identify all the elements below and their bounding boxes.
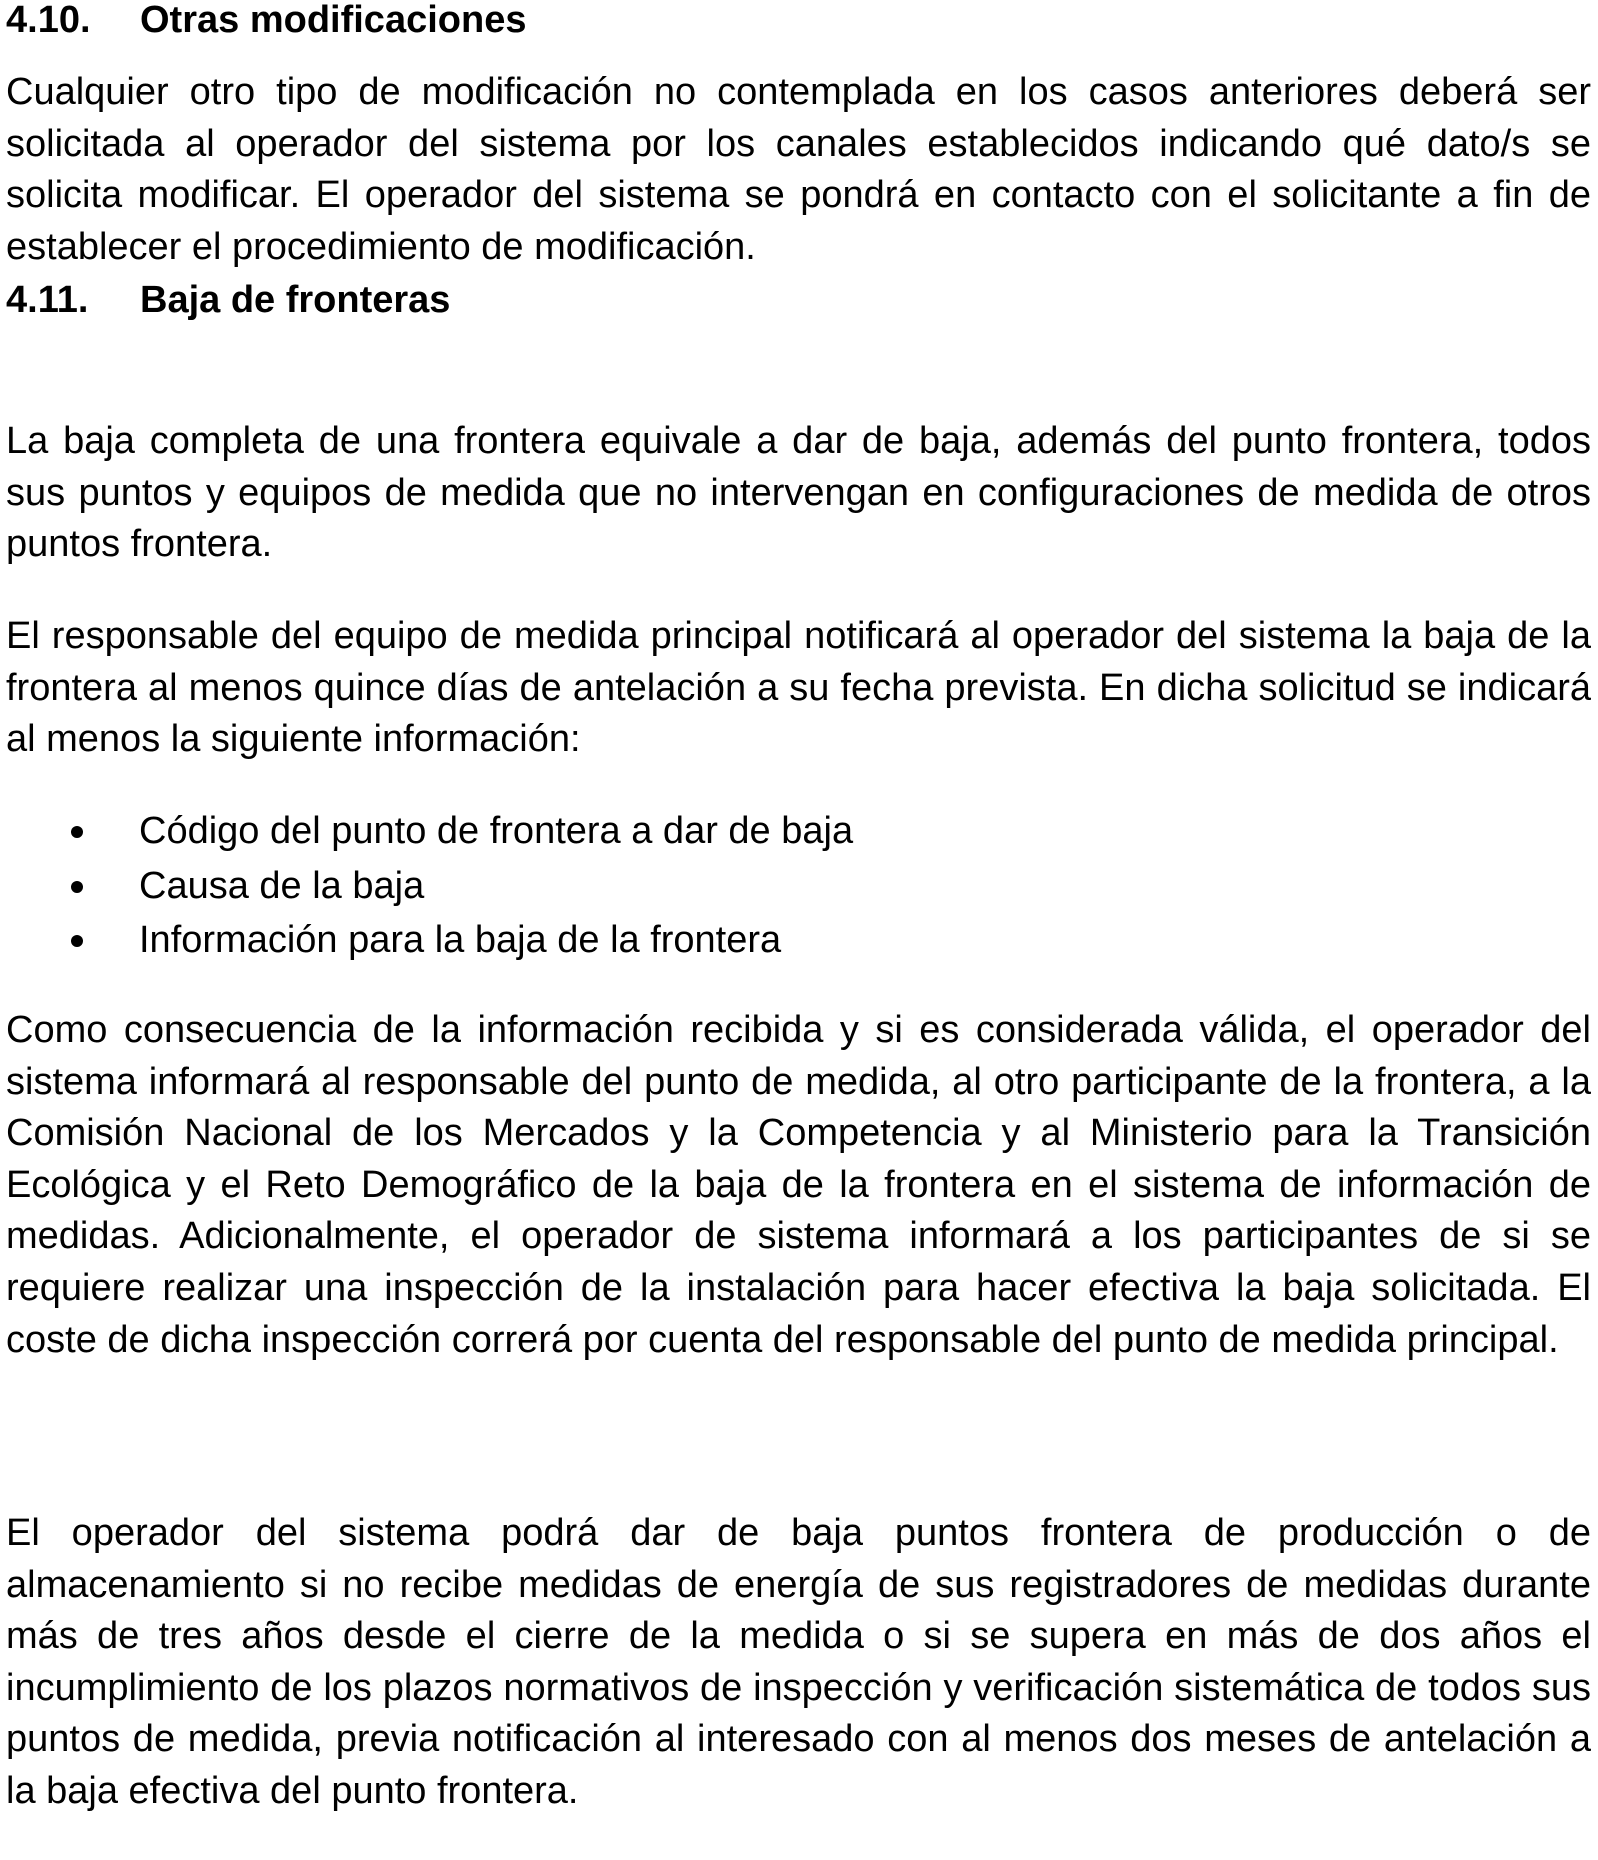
section-title: Otras modificaciones: [140, 0, 527, 41]
list-item-text: Causa de la baja: [139, 864, 425, 907]
section-title: Baja de fronteras: [140, 279, 451, 321]
paragraph: Como consecuencia de la información recibida y si es considerada válida, el operador del sistema informará al responsable del punto de medida, al otro participante de la frontera, a la Comisión Nacional de los Mercados y la Competencia y al Ministerio para la Transición Ecológica y el Reto Demográfico de la baja de la frontera en el sistema de información de medidas. Adicionalmente, el operador de sistema informará a los participantes de si se requiere realizar una inspección de la instalación para hacer efectiva la baja solicitada. El coste de dicha inspección correrá por cuenta del responsable del punto de medida principal.: [6, 1009, 1591, 1361]
list-item: [6, 913, 1591, 968]
list-item-text: Información para la baja de la frontera: [139, 919, 782, 961]
section-heading-4-11: [6, 280, 450, 320]
section-heading-4-10: [6, 0, 526, 40]
section-number: 4.10.: [6, 0, 91, 41]
bullet-list: [6, 804, 1591, 968]
bullet-icon: [71, 881, 83, 893]
bullet-icon: [71, 826, 83, 838]
bullet-icon: [71, 935, 83, 947]
paragraph: La baja completa de una frontera equivale a dar de baja, además del punto frontera, todos sus puntos y equipos de medida que no intervengan en configuraciones de medida de otros puntos frontera.: [6, 420, 1591, 566]
section-number: 4.11.: [6, 279, 89, 321]
list-item: [6, 859, 1591, 914]
paragraph: Cualquier otro tipo de modificación no contemplada en los casos anteriores deberá ser solicitada al operador del sistema por los canales establecidos indicando qué dato/s se solicita modificar. El operador del sistema se pondrá en contacto con el solicitante a fin de establecer el procedimiento de modificación.: [6, 71, 1591, 268]
list-item-text: Código del punto de frontera a dar de baja: [139, 810, 854, 852]
document-page: [6, 0, 1591, 1860]
list-item: [6, 804, 1591, 859]
paragraph: El operador del sistema podrá dar de baja puntos frontera de producción o de almacenamiento si no recibe medidas de energía de sus registradores de medidas durante más de tres años desde el cierre de la medida o si se supera en más de dos años el incumplimiento de los plazos normativos de inspección y verificación sistemática de todos sus puntos de medida, previa notificación al interesado con al menos dos meses de antelación a la baja efectiva del punto frontera.: [6, 1512, 1591, 1812]
paragraph: El responsable del equipo de medida principal notificará al operador del sistema la baja de la frontera al menos quince días de antelación a su fecha prevista. En dicha solicitud se indicará al menos la siguiente información:: [6, 615, 1591, 761]
